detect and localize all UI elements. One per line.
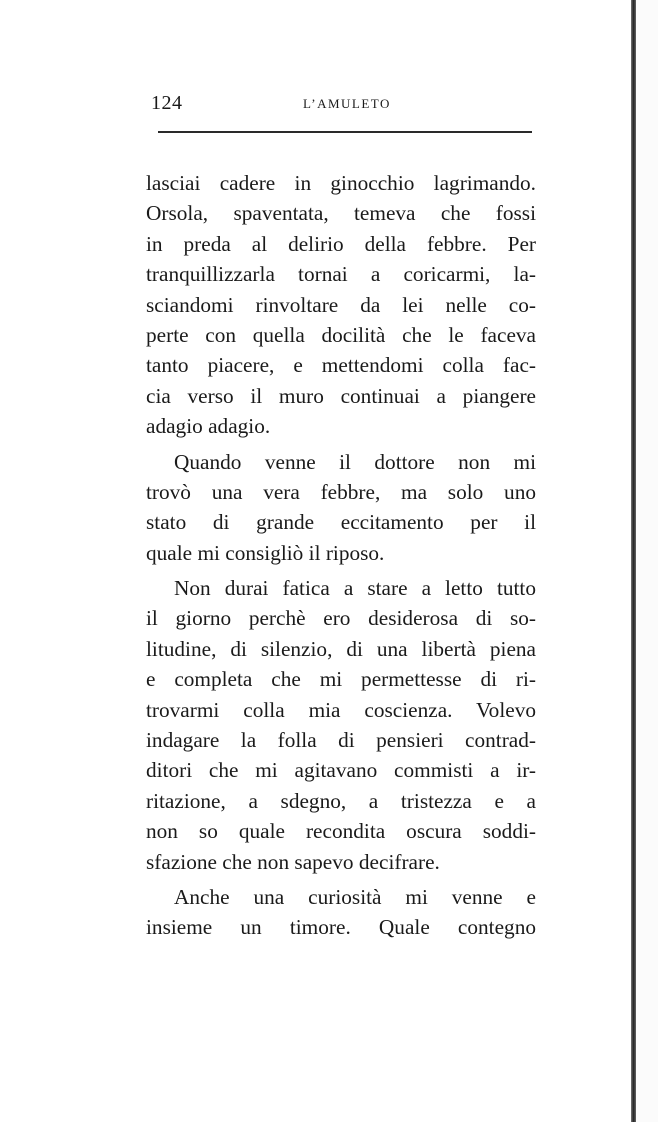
text-line: sciandomi rinvoltare da lei nelle co- [146,292,536,317]
header-rule [158,131,532,133]
text-line: tanto piacere, e mettendomi colla fac- [146,353,536,378]
text-line: litudine, di silenzio, di una libertà piena [146,636,536,661]
text-line: trovò una vera febbre, ma solo uno [146,479,536,504]
text-line: il giorno perchè ero desiderosa di so- [146,606,536,631]
paragraph-start-line: Anche una curiosità mi venne e [174,884,536,909]
paragraph-start-line: Non durai fatica a stare a letto tutto [174,576,536,601]
text-line: sfazione che non sapevo decifrare. [146,849,440,874]
text-line: indagare la folla di pensieri contrad- [146,728,536,753]
page-margin-right [636,0,658,1122]
text-line: trovarmi colla mia coscienza. Volevo [146,697,536,722]
text-line: adagio adagio. [146,414,271,439]
text-line: quale mi consigliò il riposo. [146,540,385,565]
text-line: stato di grande eccitamento per il [146,510,536,535]
page-header [147,92,533,122]
text-line: tranquillizzarla tornai a coricarmi, la- [146,262,536,287]
text-line: in preda al delirio della febbre. Per [146,231,536,256]
paragraph-start-line: Quando venne il dottore non mi [174,449,536,474]
text-line: ditori che mi agitavano commisti a ir- [146,758,536,783]
page-binding-edge [631,0,636,1122]
text-line: cia verso il muro continuai a piangere [146,383,536,408]
body-text [146,168,536,943]
text-line: non so quale recondita oscura soddi- [146,819,536,844]
text-line: lasciai cadere in ginocchio lagrimando. [146,171,536,195]
page-number: 124 [151,92,183,114]
text-line: ritazione, a sdegno, a tristezza e a [146,788,536,813]
text-line: insieme un timore. Quale contegno [146,915,536,940]
text-line: e completa che mi permettesse di ri- [146,667,536,692]
text-line: perte con quella docilità che le faceva [146,322,536,347]
running-title: L’AMULETO [303,96,391,111]
text-line: Orsola, spaventata, temeva che fossi [146,201,536,226]
